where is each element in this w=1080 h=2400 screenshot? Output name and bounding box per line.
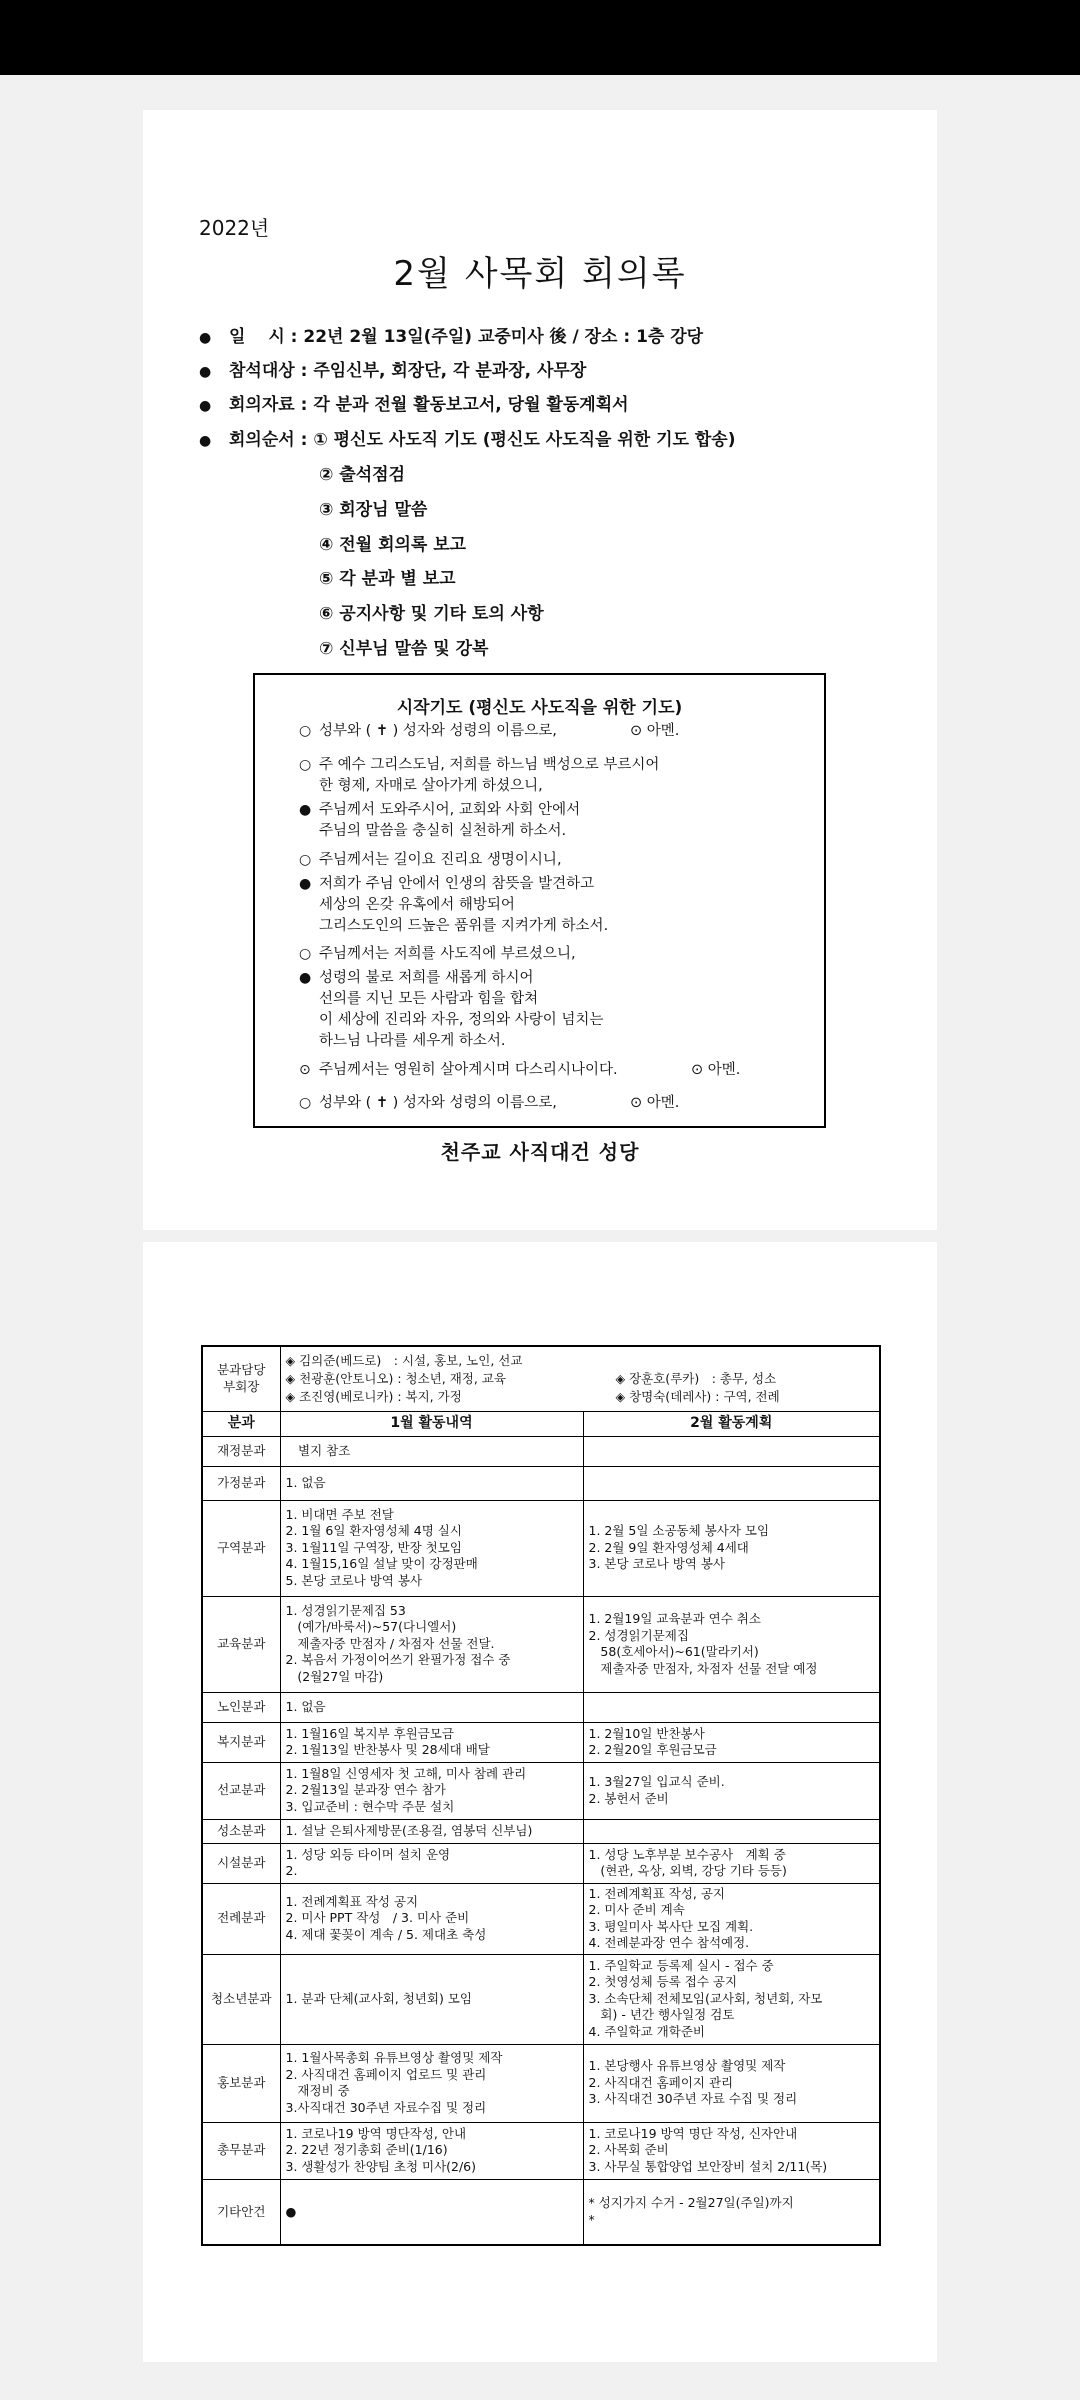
filled-circle-marker-icon: ●: [299, 970, 312, 986]
prayer-text: 한 형제, 자매로 살아가게 하셨으니,: [319, 778, 543, 794]
february-plan-cell: 1. 2월10일 반찬봉사 2. 2월20일 후원금모금: [583, 1722, 880, 1762]
table-row: [202, 1692, 880, 1722]
column-header-january: 1월 활동내역: [280, 1411, 583, 1436]
info-text: 회의순서 : ① 평신도 사도직 기도 (평신도 사도직을 위한 기도 합송): [229, 430, 736, 450]
info-line-order: [199, 425, 735, 450]
table-row: [202, 1436, 880, 1466]
filled-circle-marker-icon: ●: [299, 876, 312, 892]
prayer-text: 하느님 나라를 세우게 하소서.: [319, 1033, 506, 1049]
order-item: ④ 전월 회의록 보고: [319, 535, 467, 555]
dept-name-cell: 기타안건: [202, 2179, 280, 2245]
february-plan-cell: 1. 코로나19 방역 명단 작성, 신자안내 2. 사목회 준비 3. 사무실 통합양업 보안장비 설치 2/11(목): [583, 2122, 880, 2179]
dept-name-cell: 청소년분과: [202, 1954, 280, 2044]
january-activity-cell: 1. 전례계획표 작성 공지 2. 미사 PPT 작성 / 3. 미사 준비 4. 제대 꽃꽂이 계속 / 5. 제대초 축성: [280, 1883, 583, 1954]
prayer-text: 주님의 말씀을 충실히 실천하게 하소서.: [319, 823, 567, 839]
dept-name-cell: 구역분과: [202, 1500, 280, 1596]
order-item: ③ 회장님 말씀: [319, 500, 428, 520]
table-row: [202, 1819, 880, 1843]
opening-prayer-box: [253, 673, 826, 1128]
filled-circle-marker-icon: ●: [299, 802, 312, 818]
prayer-text: 선의를 지닌 모든 사람과 힘을 합쳐: [319, 991, 539, 1007]
table-row: [202, 1596, 880, 1692]
january-activity-cell: 1. 분과 단체(교사회, 청년회) 모임: [280, 1954, 583, 2044]
bullet-icon: ●: [199, 330, 212, 346]
top-status-bar: [0, 0, 1080, 75]
prayer-line: [299, 800, 581, 821]
document-page-1: [143, 110, 937, 1230]
table-row: [202, 1883, 880, 1954]
february-plan-cell: 1. 2월19일 교육분과 연수 취소 2. 성경읽기문제집 58(호세아서)~61(말라키서) 제출자중 만점자, 차점자 선물 전달 예정: [583, 1596, 880, 1692]
prayer-text: 그리스도인의 드높은 품위를 지켜가게 하소서.: [319, 918, 609, 934]
order-item: ② 출석점검: [319, 465, 405, 485]
february-plan-cell: 1. 본당행사 유튜브영상 촬영및 제작 2. 사직대건 홈페이지 관리 3. 사직대건 30주년 자료 수집 및 정리: [583, 2044, 880, 2122]
table-row: [202, 2044, 880, 2122]
circle-marker-icon: ○: [299, 1095, 312, 1111]
january-activity-cell: ●: [280, 2179, 583, 2245]
prayer-text: 성부와 ( ✝ ) 성자와 성령의 이름으로,: [319, 723, 557, 739]
february-plan-cell: 1. 전례계획표 작성, 공지 2. 미사 준비 계속 3. 평일미사 복사단 모집 계획. 4. 전례분과장 연수 참석예정.: [583, 1883, 880, 1954]
vp-assignments: [280, 1346, 880, 1411]
info-line-date: [199, 322, 703, 347]
january-activity-cell: 1. 코로나19 방역 명단작성, 안내 2. 22년 정기총회 준비(1/16) 3. 생활성가 찬양팀 초청 미사(2/6): [280, 2122, 583, 2179]
prayer-response: ⊙ 아멘.: [691, 1062, 741, 1078]
january-activity-cell: 1. 설날 은퇴사제방문(조용걸, 염봉덕 신부님): [280, 1819, 583, 1843]
table-column-header: [202, 1411, 880, 1436]
prayer-text: 주님께서는 길이요 진리요 생명이시니,: [319, 852, 562, 868]
prayer-line: [319, 776, 543, 797]
table-row: [202, 2122, 880, 2179]
info-text: 일 시 : 22년 2월 13일(주일) 교중미사 後 / 장소 : 1층 강당: [229, 327, 704, 347]
dept-name-cell: 총무분과: [202, 2122, 280, 2179]
column-header-dept: 분과: [202, 1411, 280, 1436]
vp-item: ◈ 장훈호(루카) : 총무, 성소: [615, 1370, 777, 1386]
prayer-response: ⊙ 아멘.: [630, 723, 680, 739]
dept-name-cell: 홍보분과: [202, 2044, 280, 2122]
prayer-text: 이 세상에 진리와 자유, 정의와 사랑이 넘치는: [319, 1012, 604, 1028]
bullet-icon: ●: [199, 433, 212, 449]
document-page-2: [143, 1242, 937, 2362]
vp-item: ◈ 천광훈(안토니오) : 청소년, 재정, 교육: [285, 1370, 506, 1386]
february-plan-cell: [583, 1819, 880, 1843]
prayer-response: ⊙ 아멘.: [630, 1095, 680, 1111]
january-activity-cell: 1. 성경읽기문제집 53 (예가/바룩서)~57(다니엘서) 제출자중 만점자 / 차점자 선물 전달. 2. 복음서 가정이어쓰기 완필가정 접수 중 (2월27일 마감): [280, 1596, 583, 1692]
january-activity-cell: 1. 없음: [280, 1692, 583, 1722]
january-activity-cell: 1. 1월16일 복지부 후원금모금 2. 1월13일 반찬봉사 및 28세대 배달: [280, 1722, 583, 1762]
dept-name-cell: 가정분과: [202, 1466, 280, 1500]
dept-name-cell: 성소분과: [202, 1819, 280, 1843]
february-plan-cell: [583, 1436, 880, 1466]
prayer-line: [299, 944, 576, 965]
february-plan-cell: [583, 1692, 880, 1722]
dept-name-cell: 시설분과: [202, 1843, 280, 1883]
january-activity-cell: 1. 1월사목총회 유튜브영상 촬영및 제작 2. 사직대건 홈페이지 업로드 및 관리 재정비 중 3.사직대건 30주년 자료수집 및 정리: [280, 2044, 583, 2122]
prayer-line: [299, 874, 595, 895]
prayer-text: 주 예수 그리스도님, 저희를 하느님 백성으로 부르시어: [319, 757, 660, 773]
vp-label: 분과담당 부회장: [202, 1346, 280, 1411]
prayer-text: 주님께서는 영원히 살아계시며 다스리시나이다.: [319, 1062, 618, 1078]
table-row: [202, 1954, 880, 2044]
january-activity-cell: 별지 참조: [280, 1436, 583, 1466]
circle-marker-icon: ○: [299, 946, 312, 962]
february-plan-cell: * 성지가지 수거 - 2월27일(주일)까지 *: [583, 2179, 880, 2245]
february-plan-cell: 1. 3월27일 입교식 준비. 2. 봉헌서 준비: [583, 1762, 880, 1819]
prayer-line: [319, 821, 566, 842]
february-plan-cell: 1. 2월 5일 소공동체 봉사자 모임 2. 2월 9일 환자영성체 4세대 3. 본당 코로나 방역 봉사: [583, 1500, 880, 1596]
january-activity-cell: 1. 없음: [280, 1466, 583, 1500]
prayer-line: [319, 1031, 506, 1052]
table-row: [202, 2179, 880, 2245]
prayer-text: 세상의 온갖 유혹에서 해방되어: [319, 897, 515, 913]
table-row: [202, 1466, 880, 1500]
table-row: [202, 1762, 880, 1819]
prayer-text: 주님께서 도와주시어, 교회와 사회 안에서: [319, 802, 581, 818]
order-item: ⑥ 공지사항 및 기타 토의 사항: [319, 604, 544, 624]
activity-report-table: [201, 1345, 881, 2246]
dotted-circle-marker-icon: ⊙: [299, 1062, 311, 1078]
bullet-icon: ●: [199, 398, 212, 414]
order-item: ⑦ 신부님 말씀 및 강복: [319, 639, 489, 659]
dept-name-cell: 교육분과: [202, 1596, 280, 1692]
table-row: [202, 1722, 880, 1762]
prayer-text: 주님께서는 저희를 사도직에 부르셨으니,: [319, 946, 576, 962]
prayer-line: [319, 895, 515, 916]
document-title: 2월 사목회 회의록: [393, 254, 687, 294]
order-item: ⑤ 각 분과 별 보고: [319, 569, 456, 589]
prayer-title: 시작기도 (평신도 사도직을 위한 기도): [396, 698, 683, 718]
vp-item: [616, 1352, 846, 1370]
dept-name-cell: 전례분과: [202, 1883, 280, 1954]
prayer-line: [299, 968, 534, 989]
february-plan-cell: 1. 주일학교 등록제 실시 - 접수 중 2. 첫영성체 등록 접수 공지 3. 소속단체 전체모임(교사회, 청년회, 자모 회) - 년간 행사일정 검토 4. 주일학교 개학준비: [583, 1954, 880, 2044]
table-header-vp-row: [202, 1346, 880, 1411]
circle-marker-icon: ○: [299, 757, 312, 773]
vp-item: ◈ 조진영(베로니카) : 복지, 가정: [285, 1388, 462, 1404]
column-header-february: 2월 활동계획: [583, 1411, 880, 1436]
prayer-line: [319, 916, 608, 937]
dept-name-cell: 선교분과: [202, 1762, 280, 1819]
prayer-text: 성부와 ( ✝ ) 성자와 성령의 이름으로,: [319, 1095, 557, 1111]
table-row: [202, 1500, 880, 1596]
circle-marker-icon: ○: [299, 723, 312, 739]
circle-marker-icon: ○: [299, 852, 312, 868]
prayer-line: [319, 989, 538, 1010]
prayer-line: [319, 1010, 603, 1031]
prayer-line: [299, 755, 660, 776]
january-activity-cell: 1. 비대면 주보 전달 2. 1월 6일 환자영성체 4명 실시 3. 1월11일 구역장, 반장 첫모임 4. 1월15,16일 설날 맞이 강정판매 5. 본당 코로나 방역 봉사: [280, 1500, 583, 1596]
table-body: [202, 1436, 880, 2245]
info-line-materials: [199, 390, 629, 415]
dept-name-cell: 복지분과: [202, 1722, 280, 1762]
table-row: [202, 1843, 880, 1883]
january-activity-cell: 1. 성당 외등 타이머 설치 운영 2.: [280, 1843, 583, 1883]
info-line-attendees: [199, 356, 586, 381]
info-text: 회의자료 : 각 분과 전월 활동보고서, 당월 활동계획서: [229, 395, 629, 415]
prayer-line: [299, 1060, 741, 1081]
february-plan-cell: 1. 성당 노후부분 보수공사 계획 중 (현관, 옥상, 외벽, 강당 기타 등등): [583, 1843, 880, 1883]
vp-item: ◈ 창명숙(데레사) : 구역, 전례: [615, 1388, 780, 1404]
prayer-line: [299, 721, 680, 742]
prayer-line: [299, 1093, 680, 1114]
prayer-text: 저희가 주님 안에서 인생의 참뜻을 발견하고: [319, 876, 595, 892]
prayer-text: 성령의 불로 저희를 새롭게 하시어: [319, 970, 534, 986]
dept-name-cell: 노인분과: [202, 1692, 280, 1722]
vp-item: ◈ 김의준(베드로) : 시설, 홍보, 노인, 선교: [285, 1352, 523, 1368]
church-name: 천주교 사직대건 성당: [440, 1140, 640, 1164]
bullet-icon: ●: [199, 364, 212, 380]
document-year: 2022년: [199, 216, 270, 240]
dept-name-cell: 재정분과: [202, 1436, 280, 1466]
prayer-line: [299, 850, 562, 871]
february-plan-cell: [583, 1466, 880, 1500]
info-text: 참석대상 : 주임신부, 회장단, 각 분과장, 사무장: [229, 361, 587, 381]
january-activity-cell: 1. 1월8일 신영세자 첫 고해, 미사 참례 관리 2. 2월13일 분과장 연수 참가 3. 입교준비 : 현수막 주문 설치: [280, 1762, 583, 1819]
